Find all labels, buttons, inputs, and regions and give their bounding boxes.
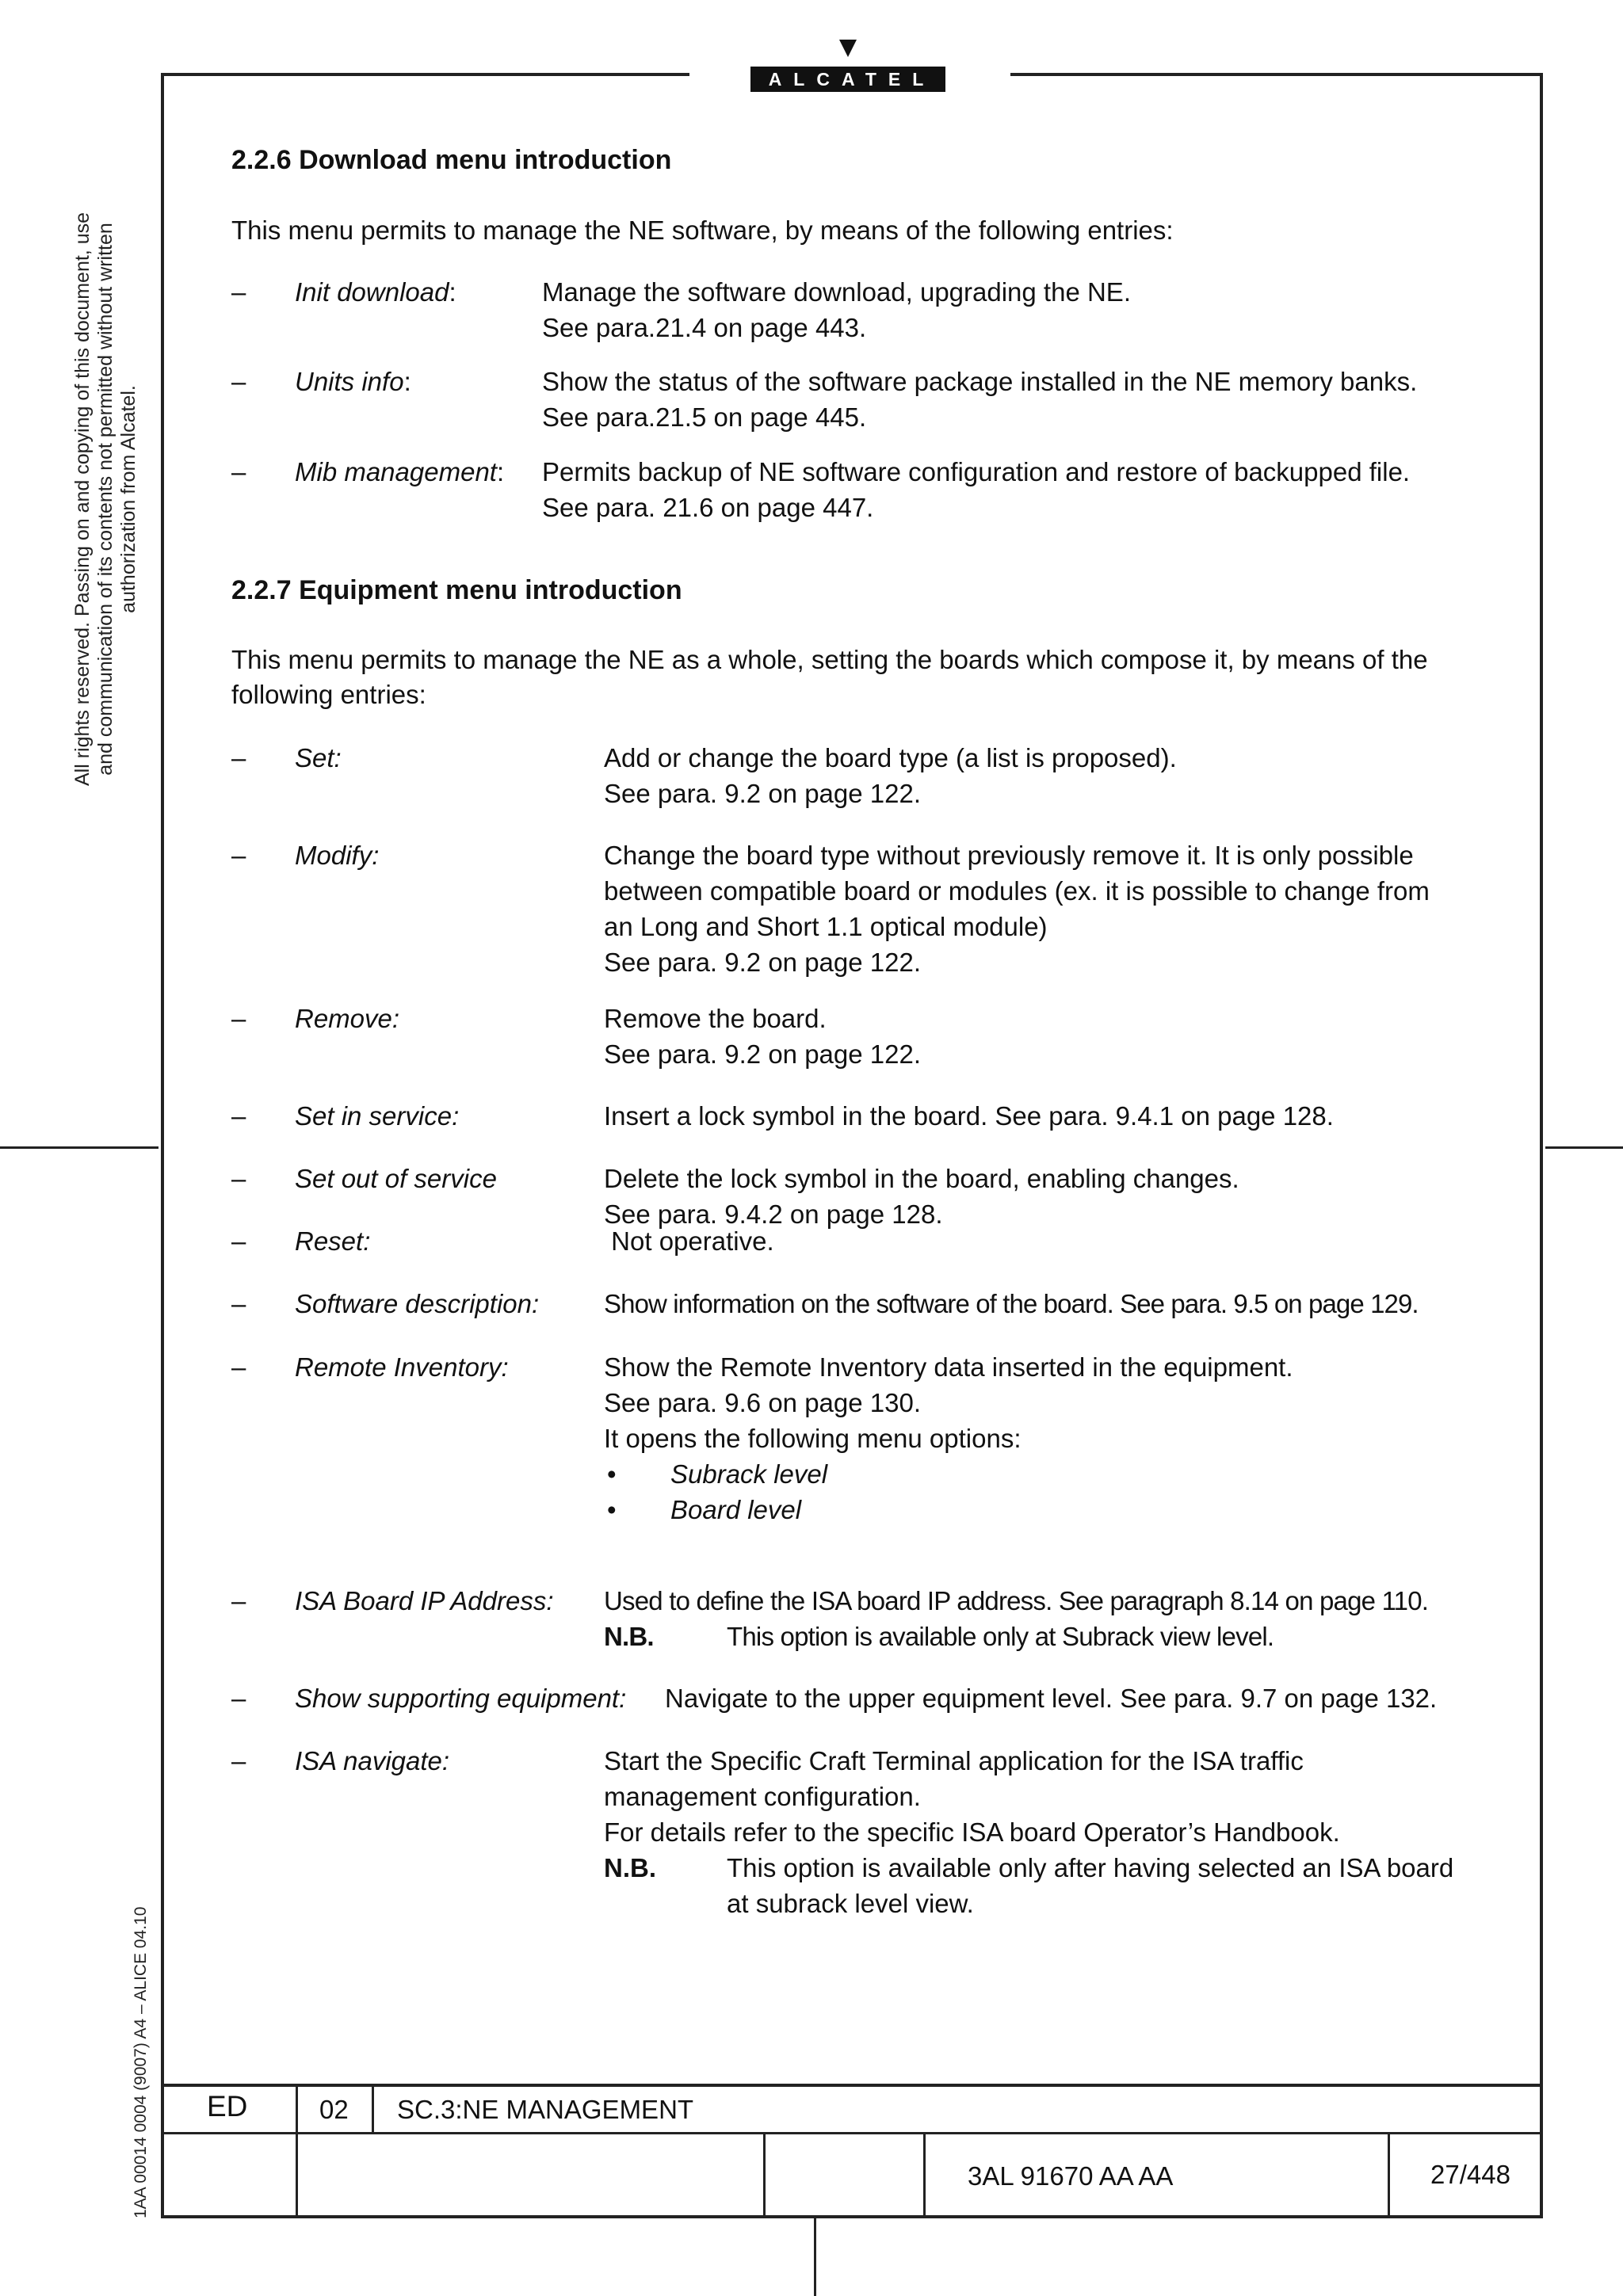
list-dash: –	[231, 1004, 246, 1033]
entry-description: Used to define the ISA board IP address. See paragraph 8.14 on page 110. N.B. This option is available only at Subrack view level.	[604, 1583, 1428, 1654]
footer-table	[161, 2084, 1543, 2218]
entry-description: Show the status of the software package installed in the NE memory banks. See para.21.5 on page 445.	[542, 367, 1418, 432]
list-dash: –	[231, 1586, 246, 1615]
bullet-item: • Board level	[607, 1495, 802, 1524]
footer-page-number: 27/448	[1430, 2160, 1510, 2189]
entry-term: ISA navigate:	[295, 1746, 450, 1775]
list-dash: –	[231, 1352, 246, 1382]
download-intro: This menu permits to manage the NE software, by means of the following entries:	[231, 215, 1174, 245]
entry-term: Init download:	[295, 277, 456, 307]
entry-description: Add or change the board type (a list is proposed). See para. 9.2 on page 122.	[604, 743, 1177, 808]
equipment-intro-line-1: This menu permits to manage the NE as a whole, setting the boards which compose it, by means of the	[231, 645, 1428, 674]
footer-divider	[923, 2133, 926, 2218]
section-heading-equipment: 2.2.7 Equipment menu introduction	[231, 575, 682, 605]
list-dash: –	[231, 1289, 246, 1318]
alcatel-logo	[750, 32, 945, 95]
fold-mark-bottom	[814, 2218, 816, 2296]
entry-term: Modify:	[295, 841, 380, 870]
entry-term: ISA Board IP Address:	[295, 1586, 554, 1615]
logo-triangle-icon	[839, 40, 857, 57]
entry-term: Remove:	[295, 1004, 400, 1033]
entry-description: Manage the software download, upgrading the NE. See para.21.4 on page 443.	[542, 277, 1131, 342]
footer-divider	[763, 2133, 766, 2218]
entry-term: Mib management:	[295, 457, 505, 486]
entry-description: Insert a lock symbol in the board. See para. 9.4.1 on page 128.	[604, 1101, 1334, 1131]
footer-divider	[1388, 2133, 1390, 2218]
entry-description: Delete the lock symbol in the board, enabling changes. See para. 9.4.2 on page 128.	[604, 1164, 1239, 1229]
entry-term: Set out of service	[295, 1164, 497, 1193]
entry-term: Reset:	[295, 1226, 371, 1256]
bullet-item: • Subrack level	[607, 1459, 828, 1489]
entry-term: Remote Inventory:	[295, 1352, 509, 1382]
list-dash: –	[231, 1101, 246, 1131]
equipment-intro-line-2: following entries:	[231, 680, 426, 709]
entry-term: Units info:	[295, 367, 411, 396]
entry-description: Change the board type without previously remove it. It is only possible between compatible board or modules (ex. it is possible to change from an Long and Short 1.1 optical module) See para. 9.2 on page 122.	[604, 841, 1430, 977]
entry-description: Remove the board. See para. 9.2 on page 122.	[604, 1004, 921, 1069]
entry-description: Navigate to the upper equipment level. See para. 9.7 on page 132.	[665, 1684, 1438, 1713]
nb-note: N.B. This option is available only at Subrack view level.	[604, 1622, 1274, 1651]
entry-term: Show supporting equipment:	[295, 1684, 627, 1713]
footer-rule-middle	[161, 2132, 1543, 2134]
footer-ed-label: ED	[207, 2090, 248, 2122]
logo-text: ALCATEL	[750, 67, 945, 92]
entry-description: Not operative.	[604, 1226, 774, 1256]
section-heading-download: 2.2.6 Download menu introduction	[231, 145, 672, 175]
list-dash: –	[231, 1746, 246, 1775]
entry-description: Start the Specific Craft Terminal application for the ISA traffic management configuration. For details refer to the specific ISA board Operator’s Handbook. N.B. This option is available only after having selected an ISA board at subrack level view.	[604, 1743, 1453, 1921]
entry-term: Software description:	[295, 1289, 540, 1318]
entry-description: Permits backup of NE software configuration and restore of backupped file. See para. 21.6 on page 447.	[542, 457, 1411, 522]
entry-term: Set in service:	[295, 1101, 460, 1131]
footer-section-title: SC.3:NE MANAGEMENT	[397, 2095, 694, 2124]
list-dash: –	[231, 841, 246, 870]
list-dash: –	[231, 277, 246, 307]
entry-description: Show information on the software of the board. See para. 9.5 on page 129.	[604, 1289, 1419, 1318]
list-dash: –	[231, 457, 246, 486]
list-dash: –	[231, 1164, 246, 1193]
footer-divider	[372, 2084, 374, 2133]
copyright-notice: All rights reserved. Passing on and copying of this document, use and communication of its contents not permitted without written authorization from Alcatel.	[71, 212, 139, 787]
footer-ed-value: 02	[319, 2095, 349, 2124]
entry-description: Show the Remote Inventory data inserted in the equipment. See para. 9.6 on page 130. It opens the following menu options: • Subrack level • Board level	[604, 1349, 1293, 1527]
fold-mark-right	[1545, 1146, 1623, 1149]
list-dash: –	[231, 367, 246, 396]
list-dash: –	[231, 743, 246, 772]
form-code: 1AA 00014 0004 (9007) A4 – ALICE 04.10	[132, 1906, 150, 2218]
list-dash: –	[231, 1226, 246, 1256]
footer-doc-code: 3AL 91670 AA AA	[968, 2161, 1174, 2191]
entry-term: Set:	[295, 743, 342, 772]
nb-note: N.B. This option is available only after having selected an ISA board	[604, 1853, 1454, 1882]
nb-note-continuation: at subrack level view.	[727, 1889, 974, 1918]
fold-mark-left	[0, 1146, 158, 1149]
footer-divider	[296, 2084, 298, 2218]
footer-rule-top	[161, 2084, 1543, 2087]
list-dash: –	[231, 1684, 246, 1713]
